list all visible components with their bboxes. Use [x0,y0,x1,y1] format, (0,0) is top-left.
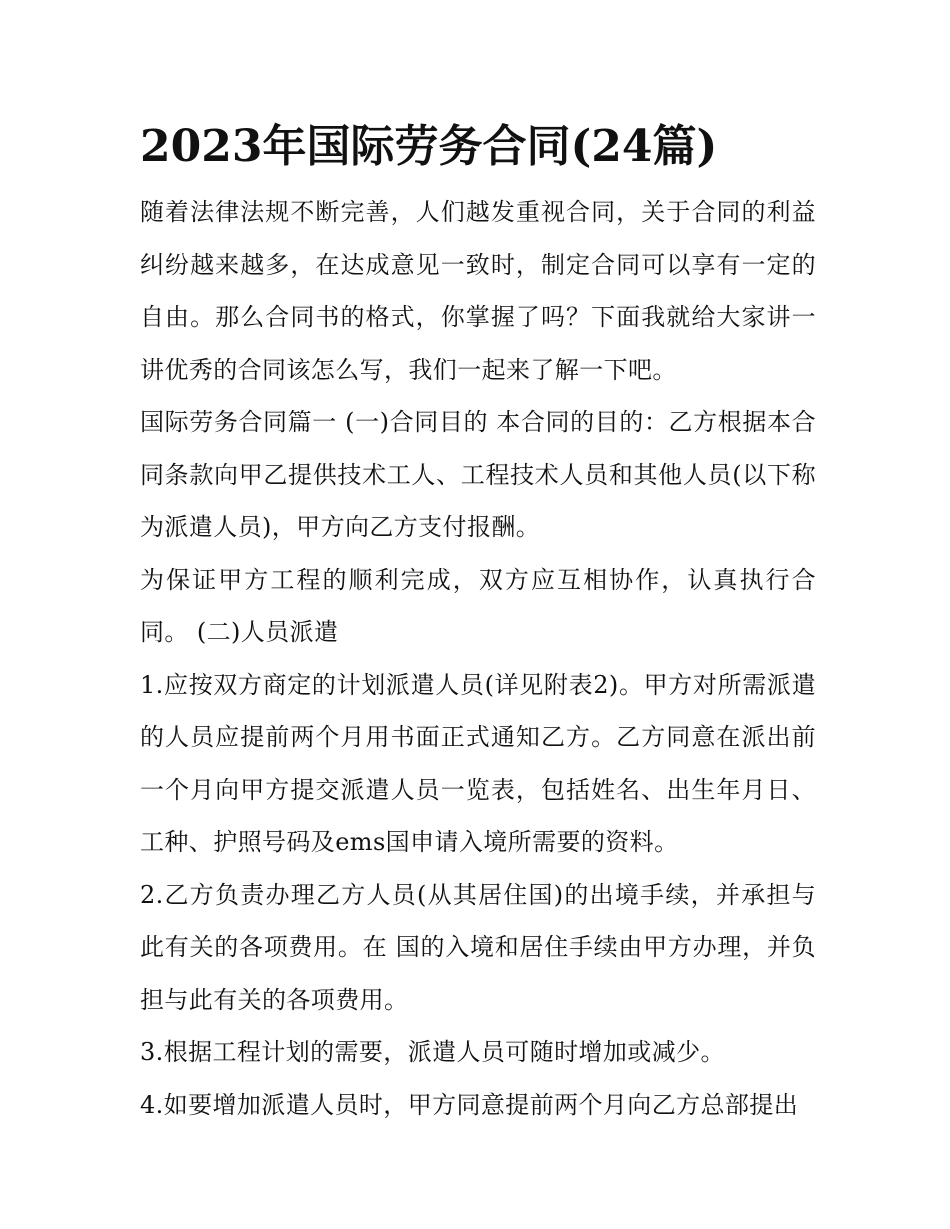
paragraph-cooperation: 为保证甲方工程的顺利完成，双方应互相协作，认真执行合同。 (二)人员派遣 [140,565,816,646]
document-title: 2023年国际劳务合同(24篇) [140,121,718,172]
paragraph-item-1: 1.应按双方商定的计划派遣人员(详见附表2)。甲方对所需派遣的人员应提前两个月用书面正式通知乙方。乙方同意在派出前一个月向甲方提交派遣人员一览表，包括姓名、出生年月日、工种、护照号码及ems国申请入境所需要的资料。 [140,670,816,856]
paragraph-item-3: 3.根据工程计划的需要，派遣人员可随时增加或减少。 [140,1038,725,1066]
document-body [140,186,816,1131]
paragraph-item-2: 2.乙方负责办理乙方人员(从其居住国)的出境手续，并承担与此有关的各项费用。在 国的入境和居住手续由甲方办理，并负担与此有关的各项费用。 [140,880,816,1014]
document-page [140,116,816,1131]
paragraph-contract-purpose: 国际劳务合同篇一 (一)合同目的 本合同的目的：乙方根据本合同条款向甲乙提供技术工人、工程技术人员和其他人员(以下称为派遣人员)，甲方向乙方支付报酬。 [140,408,816,541]
paragraph-item-4: 4.如要增加派遣人员时，甲方同意提前两个月向乙方总部提出 [140,1090,799,1119]
paragraph-intro: 随着法律法规不断完善，人们越发重视合同，关于合同的利益纠纷越来越多，在达成意见一致时，制定合同可以享有一定的自由。那么合同书的格式，你掌握了吗？下面我就给大家讲一讲优秀的合同该怎么写，我们一起来了解一下吧。 [140,198,816,384]
